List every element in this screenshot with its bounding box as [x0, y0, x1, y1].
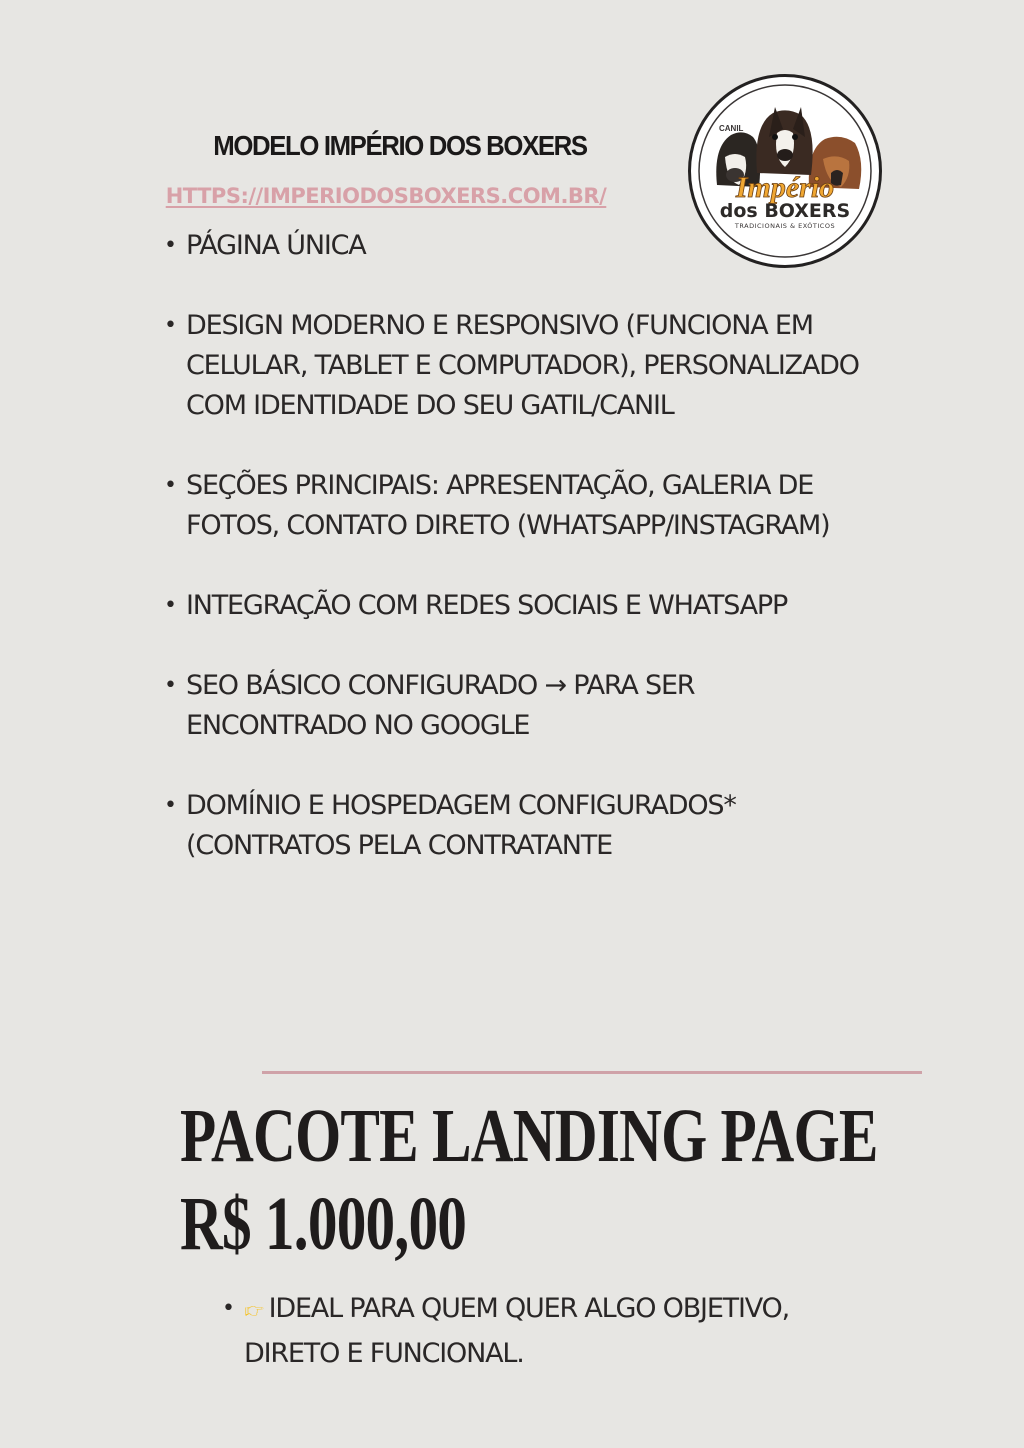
ideal-list — [218, 1286, 858, 1376]
list-item — [160, 586, 880, 626]
header-link[interactable]: HTTPS://IMPERIODOSBOXERS.COM.BR/ — [165, 184, 607, 208]
feature-text: DOMÍNIO E HOSPEDAGEM CONFIGURADOS* (CONTRATOS PELA CONTRATANTE — [186, 790, 736, 861]
logo-brand-line2: dos BOXERS — [719, 200, 851, 222]
package-name: PACOTE LANDING PAGE — [180, 1094, 878, 1178]
feature-text: PÁGINA ÚNICA — [186, 230, 366, 261]
logo-top-text: CANIL — [719, 124, 744, 133]
bullet-icon: • — [164, 593, 176, 618]
header-title: MODELO IMPÉRIO DOS BOXERS — [213, 130, 587, 161]
package-block — [180, 1092, 878, 1268]
divider — [262, 1071, 922, 1074]
list-item — [160, 786, 880, 866]
feature-text: DESIGN MODERNO E RESPONSIVO (FUNCIONA EM CELULAR, TABLET E COMPUTADOR), PERSONALIZADO COM IDENTIDADE DO SEU GATIL/CANIL — [186, 310, 859, 421]
bullet-icon: • — [164, 793, 176, 818]
list-item — [160, 306, 880, 426]
bullet-icon: • — [164, 233, 176, 258]
bullet-icon: • — [164, 673, 176, 698]
bullet-icon: • — [164, 473, 176, 498]
feature-text: SEO BÁSICO CONFIGURADO → PARA SER ENCONTRADO NO GOOGLE — [186, 670, 695, 741]
bullet-icon: • — [164, 313, 176, 338]
logo-tagline: TRADICIONAIS & EXÓTICOS — [734, 222, 836, 230]
bullet-icon: • — [222, 1296, 234, 1321]
logo-brand-line1: Império — [735, 171, 835, 204]
feature-text: INTEGRAÇÃO COM REDES SOCIAIS E WHATSAPP — [186, 590, 788, 621]
feature-list — [160, 226, 880, 906]
pointing-hand-icon: 👉︎ — [244, 1293, 263, 1324]
feature-text: SEÇÕES PRINCIPAIS: APRESENTAÇÃO, GALERIA DE FOTOS, CONTATO DIRETO (WHATSAPP/INSTAGRAM) — [186, 470, 830, 541]
list-item — [160, 226, 880, 266]
list-item — [160, 466, 880, 546]
list-item — [160, 666, 880, 746]
ideal-text: IDEAL PARA QUEM QUER ALGO OBJETIVO, DIRETO E FUNCIONAL. — [244, 1293, 789, 1369]
list-item — [218, 1286, 858, 1376]
package-price: R$ 1.000,00 — [180, 1182, 467, 1266]
